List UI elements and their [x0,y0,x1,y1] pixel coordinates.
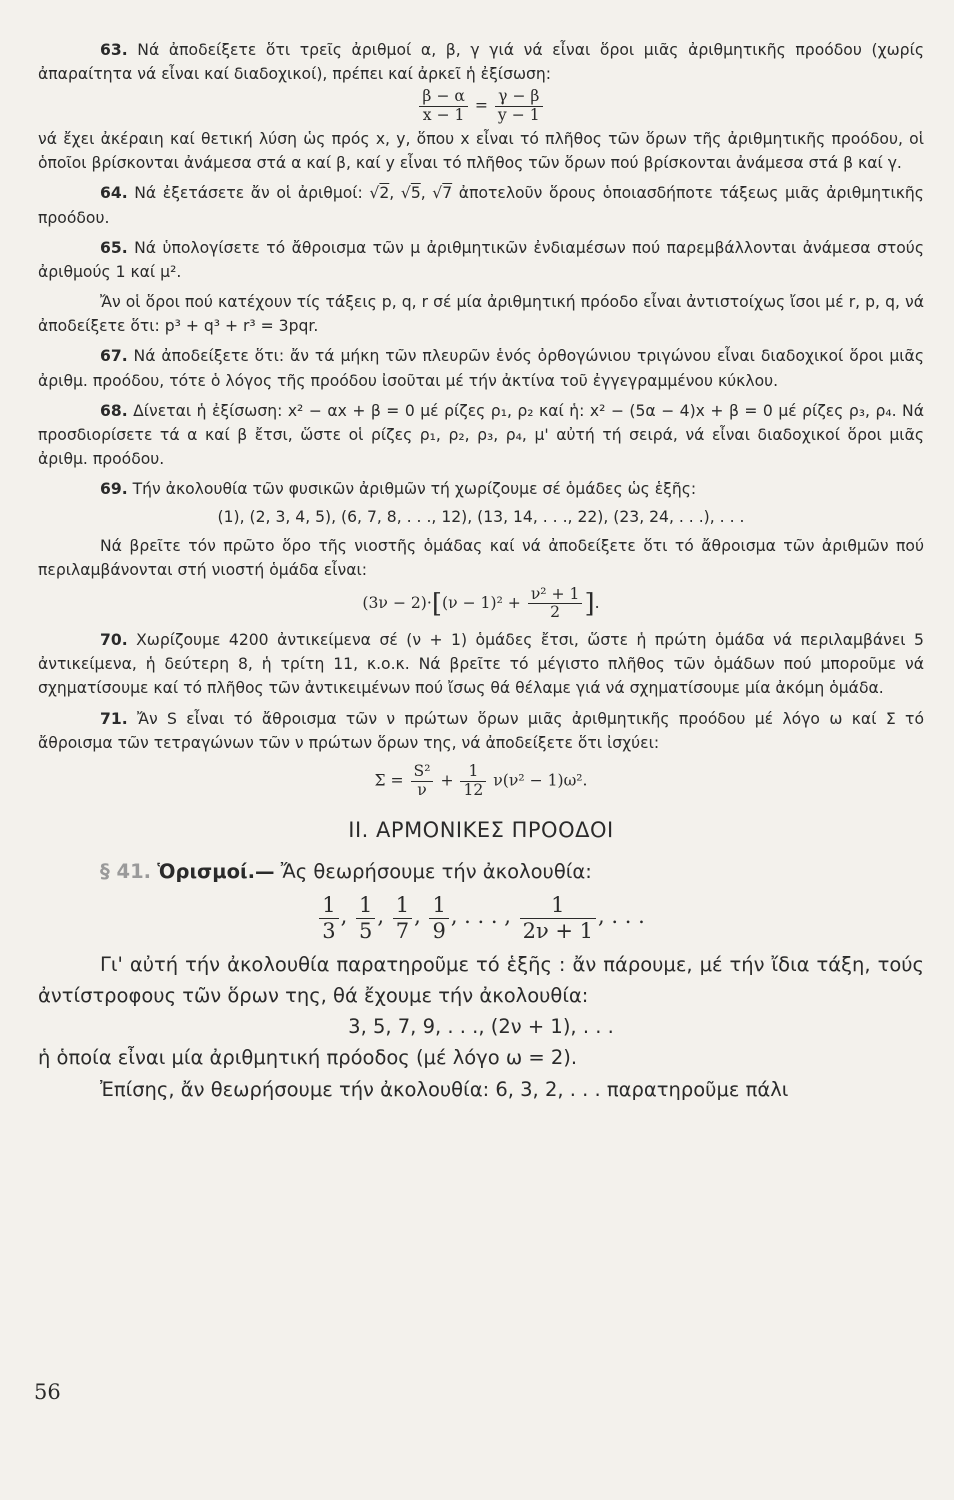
exercise-text: Τήν ἀκολουθία τῶν φυσικῶν ἀριθμῶν τή χωρίζουμε σέ ὁμάδες ὡς ἑξῆς: [132,480,697,499]
formula-71 [38,763,924,800]
fraction-denominator: ν [417,780,427,799]
fraction-denominator: 9 [432,918,446,943]
sequence-dots: , . . . [598,904,645,929]
harmonic-sequence: $\frac{1}{3}$ , $\frac{1}{5}$ , $\frac{1}{7}$ , $\frac{1}{9}$ , . . . , $\frac{1}{2\nu + 1}$ , . . . [38,893,924,942]
exercise-text: Νά ἀποδείξετε ὅτι: ἄν τά μήκη τῶν πλευρῶν ἑνός ὀρθογώνιου τριγώνου εἶναι διαδοχικοί ὅροι μιᾶς ἀριθμ. προόδου, τότε ὁ λόγος τῆς προόδου ἰσοῦται μέ τήν ἀκτίνα τοῦ ἐγγεγραμμένου κύκλου. [38,347,924,390]
fraction-denominator: y − 1 [497,106,540,125]
exercise-70 [38,628,924,700]
section-41-definition [38,856,924,887]
arithmetic-sequence: 3, 5, 7, 9, . . ., (2ν + 1), . . . [348,1015,614,1039]
exercise-67 [38,344,924,392]
exercise-65 [38,236,924,284]
page-body [38,38,924,1105]
sqrt-radicand: 7 [442,184,453,203]
formula-part: + [440,771,454,790]
section-text: Γι' αὐτή τήν ἀκολουθία παρατηροῦμε τό ἑξῆς : ἄν πάρουμε, μέ τήν ἴδια τάξη, τούς ἀντίστροφους τῶν ὅρων της, θά ἔχουμε τήν ἀκολουθία: [38,952,924,1007]
exercise-63 [38,38,924,86]
fraction-denominator: 5 [358,918,373,943]
page-number: 56 [34,1380,61,1404]
sqrt-radicand: 5 [410,184,421,203]
exercise-text: ἀποτελοῦν ὅρους ὁποιασδήποτε τάξεως μιᾶς ἀριθμητικῆς προόδου. [38,184,924,227]
sqrt-radicand: 2 [379,184,390,203]
fraction-numerator: β − α [419,88,468,107]
exercise-number: 67. [100,347,128,366]
fraction-numerator: 1 [429,893,448,918]
exercise-text: Δίνεται ἡ ἐξίσωση: x² − αx + β = 0 μέ ρίζες ρ₁, ρ₂ καί ἡ: x² − (5α − 4)x + β = 0 μέ ρίζες ρ₃, ρ₄. Νά προσδιορίσετε τά α καί β ἔτσι, ὥστε οἱ ρίζες ρ₁, ρ₂, ρ₃, ρ₄, μ' αὐτή τή σειρά, νά εἶναι διαδοχικοί ὅροι μιᾶς ἀριθμ. προόδου. [38,401,924,469]
fraction-denominator: x − 1 [422,106,465,125]
exercise-text: νά ἔχει ἀκέραιη καί θετική λύση ὡς πρός x, y, ὅπου x εἶναι τό πλῆθος τῶν ὅρων τῆς ἀριθμητικῆς προόδου, οἱ ὁποῖοι βρίσκονται ἀνάμεσα στά α καί β, καί y εἶναι τό πλῆθος τῶν ὅρων πού βρίσκονται ἀνάμεσα στά β καί γ. [38,130,924,173]
section-text: Ἐπίσης, ἄν θεωρήσουμε τήν ἀκολουθία: 6, 3, 2, . . . παρατηροῦμε πάλι [100,1077,789,1101]
section-text: Ἄς θεωρήσουμε τήν ἀκολουθία: [280,860,592,884]
section-title: II. ΑΡΜΟΝΙΚΕΣ ΠΡΟΟΔΟΙ [348,817,614,842]
number-groups-sequence: (1), (2, 3, 4, 5), (6, 7, 8, . . ., 12), (13, 14, . . ., 22), (23, 24, . . .), . . . [217,508,745,527]
formula-part: . [594,593,600,612]
exercise-text: Νά βρεῖτε τόν πρῶτο ὅρο τῆς νιοστῆς ὁμάδας καί νά ἀποδείξετε ὅτι τό ἄθροισμα τῶν ἀριθμῶν πού περιλαμβάνονται στή νιοστή ὁμάδα εἶναι: [38,536,924,579]
exercise-68 [38,399,924,471]
fraction-numerator: γ − β [495,88,543,107]
fraction-denominator: 7 [395,918,410,943]
exercise-number: 71. [100,709,128,728]
exercise-number: 69. [100,480,128,499]
exercise-64: 64. Νά ἐξετάσετε ἄν οἱ ἀριθμοί: √2, √5, √7 ἀποτελοῦν ὅρους ὁποιασδήποτε τάξεως μιᾶς ἀριθμητικῆς προόδου. [38,184,924,227]
equals-sign: = [474,96,488,115]
exercise-text: Ἄν οἱ ὅροι πού κατέχουν τίς τάξεις p, q, r σέ μία ἀριθμητική πρόοδο εἶναι ἀντιστοίχως ἴσοι μέ r, p, q, νά ἀποδείξετε ὅτι: p³ + q³ + r³ = 3pqr. [38,293,924,336]
formula-69: (3ν − 2)·[(ν − 1)² + $\frac{\text{ν² + 1}}{2}$ ]. [362,584,600,622]
formula-part: (ν − 1)² + [442,593,521,612]
fraction-denominator: 2ν + 1 [522,918,594,943]
section-text: ἡ ὁποία εἶναι μία ἀριθμητική πρόοδος (μέ λόγο ω = 2). [38,1046,578,1070]
fraction-denominator: 2 [550,603,561,622]
exercise-66 [38,290,924,338]
exercise-71 [38,707,924,755]
fraction-numerator: 1 [460,763,486,782]
formula-63 [38,88,924,125]
fraction-numerator: 1 [520,893,596,918]
exercise-number: 68. [100,401,128,420]
fraction-numerator: ν² + 1 [528,586,583,605]
fraction-numerator: 1 [356,893,375,918]
exercise-text: Νά ἐξετάσετε ἄν οἱ ἀριθμοί: [134,184,363,203]
fraction-denominator: 3 [322,918,336,943]
formula-part: (3ν − 2)· [362,593,432,612]
fraction-numerator: S² [411,763,434,782]
section-number: § 41. [100,860,152,884]
exercise-text: Χωρίζουμε 4200 ἀντικείμενα σέ (ν + 1) ὁμάδες ἔτσι, ὥστε ἡ πρώτη ὁμάδα νά περιλαμβάνει 5 ἀντικείμενα, ἡ δεύτερη 8, ἡ τρίτη 11, κ.ο.κ. Νά βρεῖτε τό μέγιστο πλῆθος τῶν ὁμάδων πού μποροῦμε νά σχηματίσουμε καί τό πλῆθος τῶν ἀντικειμένων πού ἴσως θά θέλαμε γιά νά σχηματίσουμε μία ἀκόμη ὁμάδα. [38,631,924,698]
fraction-numerator: 1 [319,893,338,918]
section-heading: Ὁρισμοί.— [157,860,275,884]
exercise-69 [38,477,924,501]
exercise-text: Νά ὑπολογίσετε τό ἄθροισμα τῶν μ ἀριθμητικῶν ἐνδιαμέσων πού παρεμβάλλονται ἀνάμεσα στούς ἀριθμούς 1 καί μ². [38,238,924,281]
exercise-number: 70. [100,631,128,650]
fraction-denominator: 12 [463,780,484,799]
exercise-number: 65. [100,238,128,257]
sequence-dots: , . . . , [450,904,511,929]
exercise-number: 63. [100,41,128,59]
fraction-numerator: 1 [393,893,412,918]
exercise-number: 64. [100,184,128,203]
formula-part: ν(ν² − 1)ω². [493,771,588,790]
exercise-text: Ἄν S εἶναι τό ἄθροισμα τῶν ν πρώτων ὅρων μιᾶς ἀριθμητικῆς προόδου μέ λόγο ω καί Σ τό ἄθροισμα τῶν τετραγώνων τῶν ν πρώτων ὅρων της, νά ἀποδείξετε ὅτι ἰσχύει: [38,709,924,752]
formula-part: Σ = [374,771,404,790]
exercise-text: Νά ἀποδείξετε ὅτι τρεῖς ἀριθμοί α, β, γ γιά νά εἶναι ὅροι μιᾶς ἀριθμητικῆς προόδου (χωρίς ἀπαραίτητα νά εἶναι καί διαδοχικοί), πρέπει καί ἀρκεῖ ἡ ἐξίσωση: [38,41,924,84]
